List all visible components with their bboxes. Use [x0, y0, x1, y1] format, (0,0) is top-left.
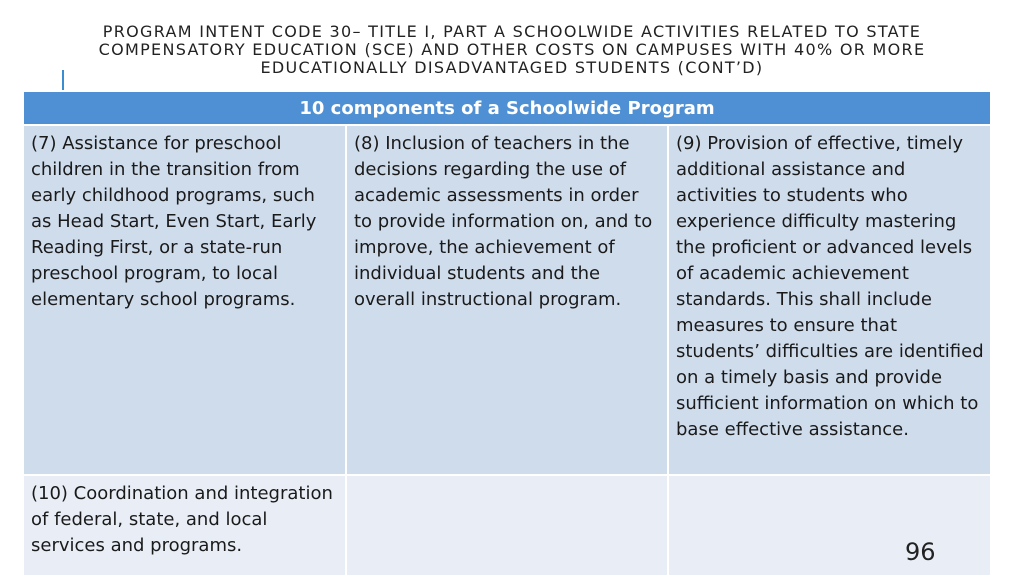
accent-bar	[62, 70, 64, 90]
table-cell-component-8: (8) Inclusion of teachers in the decisions regarding the use of academic assessments in order to provide information on, and to improve, the achievement of individual students and the overall instructional program.	[346, 125, 668, 475]
components-table	[24, 92, 990, 575]
page-number: 96	[905, 538, 936, 566]
table-cell-component-10: (10) Coordination and integration of federal, state, and local services and programs.	[24, 475, 346, 575]
table-cell-empty	[346, 475, 668, 575]
table-cell-component-9: (9) Provision of effective, timely additional assistance and activities to students who experience difficulty mastering the proficient or advanced levels of academic achievement standards. This shall include measures to ensure that students’ difficulties are identified on a timely basis and provide sufficient information on which to base effective assistance.	[668, 125, 990, 475]
table-header: 10 components of a Schoolwide Program	[24, 92, 990, 125]
table-header-row	[24, 92, 990, 125]
table-cell-component-7: (7) Assistance for preschool children in the transition from early childhood programs, such as Head Start, Even Start, Early Reading First, or a state-run preschool program, to local elementary school programs.	[24, 125, 346, 475]
components-table-container	[24, 92, 990, 575]
table-cell-empty	[668, 475, 990, 575]
slide-title: PROGRAM INTENT CODE 30– TITLE I, PART A SCHOOLWIDE ACTIVITIES RELATED TO STATE COMPENSATORY EDUCATION (SCE) AND OTHER COSTS ON CAMPUSES WITH 40% OR MORE EDUCATIONALLY DISADVANTAGED STUDENTS (CONT’D)	[98, 22, 926, 77]
table-row	[24, 125, 990, 475]
table-row	[24, 475, 990, 575]
